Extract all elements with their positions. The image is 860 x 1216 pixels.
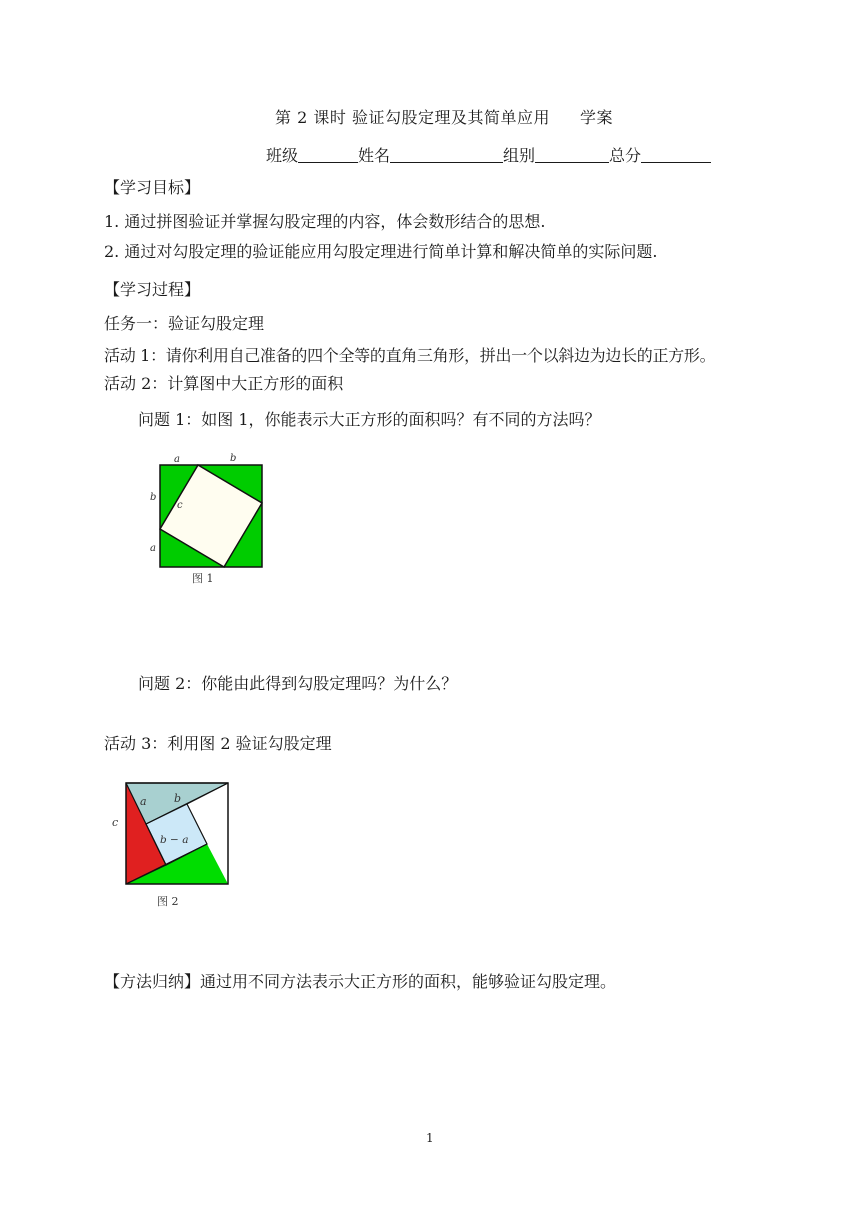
fig2-label-a: a (140, 795, 147, 808)
class-label: 班级 (266, 146, 299, 165)
objective-item-2: 2. 通过对勾股定理的验证能应用勾股定理进行简单计算和解决简单的实际问题. (104, 242, 658, 261)
page-title (275, 108, 613, 128)
fig2-label-b-minus-a: b − a (160, 834, 189, 846)
figure-1 (140, 450, 270, 594)
fig1-label-b-left: b (150, 492, 157, 503)
question-2: 问题 2：你能由此得到勾股定理吗？为什么？ (138, 674, 458, 693)
student-info-line (266, 146, 711, 166)
activity-1: 活动 1：请你利用自己准备的四个全等的直角三角形，拼出一个以斜边为边长的正方形。 (104, 346, 716, 365)
summary-text: 通过用不同方法表示大正方形的面积，能够验证勾股定理。 (200, 972, 617, 991)
name-label: 姓名 (358, 146, 391, 165)
fig2-caption: 图 2 (157, 895, 179, 908)
fig2-label-b: b (174, 792, 182, 805)
summary-heading: 【方法归纳】 (104, 972, 201, 991)
name-blank[interactable] (390, 146, 503, 163)
objective-item-1: 1. 通过拼图验证并掌握勾股定理的内容，体会数形结合的思想. (104, 212, 546, 231)
group-label: 组别 (503, 146, 536, 165)
score-label: 总分 (609, 146, 642, 165)
figure-2 (100, 775, 240, 919)
class-blank[interactable] (298, 146, 358, 163)
page-number: 1 (426, 1131, 434, 1145)
fig1-label-a-left: a (150, 543, 156, 554)
title-suffix: 学案 (579, 108, 613, 127)
question-1: 问题 1：如图 1，你能表示大正方形的面积吗？有不同的方法吗？ (138, 410, 601, 429)
task-1: 任务一：验证勾股定理 (104, 314, 265, 333)
fig2-label-c: c (112, 816, 119, 829)
group-blank[interactable] (535, 146, 609, 163)
fig1-label-b-top: b (230, 453, 237, 464)
fig1-label-c: c (177, 500, 183, 511)
score-blank[interactable] (641, 146, 711, 163)
method-summary (104, 972, 616, 992)
activity-2: 活动 2：计算图中大正方形的面积 (104, 374, 344, 393)
fig1-label-a-top: a (174, 454, 180, 465)
process-heading: 【学习过程】 (104, 280, 201, 299)
objectives-heading: 【学习目标】 (104, 178, 201, 197)
activity-3: 活动 3：利用图 2 验证勾股定理 (104, 734, 332, 753)
title-main: 第 2 课时 验证勾股定理及其简单应用 (275, 108, 550, 127)
fig1-caption: 图 1 (192, 572, 214, 585)
